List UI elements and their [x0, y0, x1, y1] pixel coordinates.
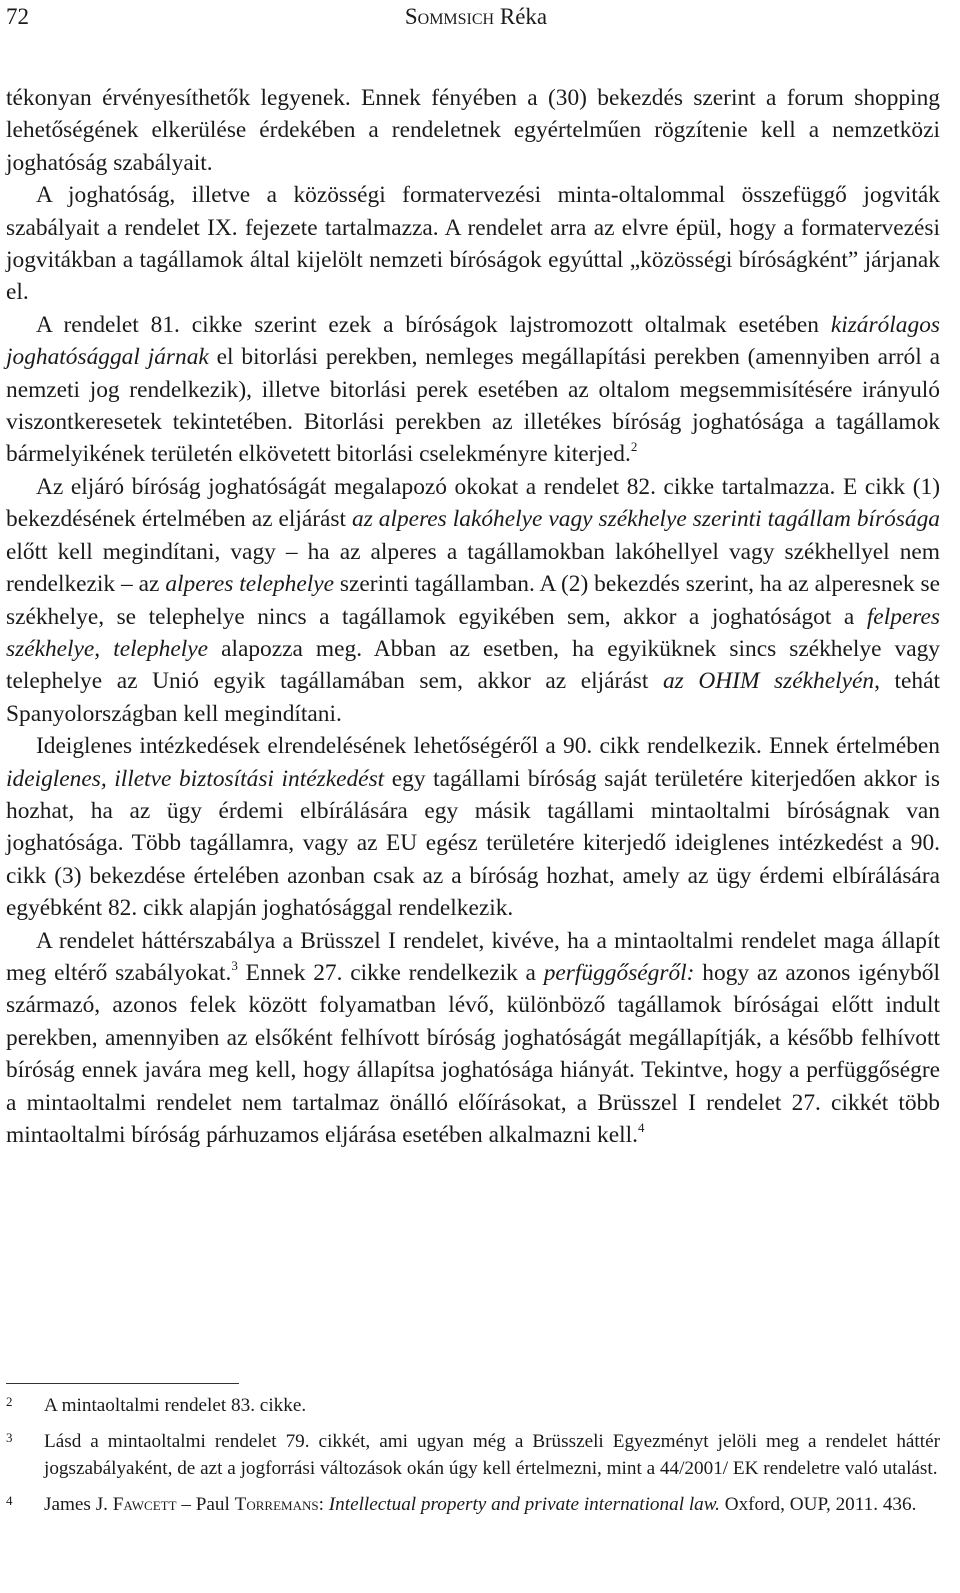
paragraph-6-italic: perfüggőségről:	[543, 959, 695, 986]
paragraph-5-italic: ideiglenes, illetve biztosítási intézkedést	[6, 765, 385, 792]
paragraph-4-italic-2: alperes telephelye	[165, 571, 335, 598]
footnote-author-1-surname: Fawcett	[112, 1493, 177, 1515]
running-head	[6, 2, 946, 32]
paragraph-4-text-e: , tehát Spanyolországban kell megindítani.	[6, 668, 941, 727]
paragraph-4-text-d: alapozza meg. Abban az esetben, ha egyiküknek sincs székhelye vagy telephelye az Unió egyik tagállamában sem, akkor az eljárást	[6, 635, 940, 695]
footnote-4	[6, 1491, 940, 1519]
footnote-number: 2	[6, 1394, 13, 1409]
paragraph-4-text-c: szerinti tagállamban. A (2) bekezdés szerint, ha az alperesnek se székhelye, se telephelye nincs a tagállamok egyikében sem, akkor a joghatóságot a	[6, 571, 940, 630]
paragraph-4-italic-1: az alperes lakóhelye vagy székhelye szerinti tagállam bírósága	[352, 506, 940, 533]
paragraph-1: tékonyan érvényesíthetők legyenek. Ennek fényében a (30) bekezdés szerint a forum shopping lehetőségének elkerülése érdekében a rendeletnek egyértelműen rögzítenie kell a nemzetközi joghatóság szabályait.	[6, 85, 940, 176]
paragraph-6-text-a: A rendelet háttérszabálya a Brüsszel I rendelet, kivéve, ha a mintaoltalmi rendelet maga állapít meg eltérő szabályokat.	[6, 927, 940, 986]
page-number: 72	[6, 4, 29, 29]
footnote-2	[6, 1392, 940, 1420]
author-given-name: Réka	[499, 4, 548, 29]
footnote-separator	[6, 1383, 239, 1384]
footnote-book-title: Intellectual property and private international law.	[328, 1493, 720, 1515]
paragraph-4-italic-3: felperes székhelye, telephelye	[6, 603, 940, 662]
footnote-ref-3[interactable]: 3	[231, 957, 238, 973]
footnote-number: 4	[6, 1492, 13, 1508]
footnote-ref-4[interactable]: 4	[637, 1120, 645, 1135]
paragraph-6-text-c: hogy az azonos igényből származó, azonos felek között folyamatban lévő, különböző tagállamok bíróságai előtt indult perekben, amennyiben az elsőként felhívott bíróság joghatóságát megállapítják, a később felhívott bíróság ennek javára meg kell, hogy állapítsa joghatósága hiányát. Tekintve, hogy a perfüggőségre a mintaoltalmi rendelet nem tartalmaz önálló előírásokat, a Brüsszel I rendelet 27. cikkét több mintaoltalmi bíróság párhuzamos eljárása esetében alkalmazni kell.	[6, 959, 940, 1148]
footnote-colon: :	[318, 1493, 329, 1515]
paragraph-4-text-a: Az eljáró bíróság joghatóságát megalapozó okokat a rendelet 82. cikke tartalmazza. E cikk (1) bekezdésének értelmében az eljárást	[6, 473, 940, 533]
footnote-3	[6, 1428, 940, 1483]
paragraph-4-italic-4: az OHIM székhelyén	[662, 668, 875, 695]
author-surname: Sommsich	[404, 4, 495, 29]
paragraph-6-text-b: Ennek 27. cikke rendelkezik a	[237, 959, 544, 986]
footnote-text: A mintaoltalmi rendelet 83. cikke.	[44, 1395, 307, 1416]
paragraph-3-italic: kizárólagos joghatósággal járnak	[6, 311, 940, 371]
paragraph-3-text-b: el bitorlási perekben, nemleges megállapítási perekben (amennyiben arról a nemzeti jog rendelkezik), illetve bitorlási perek esetében az oltalom megsemmisítésére irányuló viszontkeresetek tekintetében. Bitorlási perekben az illetékes bíróság joghatósága a tagállamok bármelyikének területén elkövetett bitorlási cselekményre kiterjed.	[6, 344, 940, 468]
paragraph-5	[6, 730, 940, 924]
paragraph-5-text-a: Ideiglenes intézkedések elrendelésének lehetőségéről a 90. cikk rendelkezik. Ennek értelmében	[36, 733, 940, 760]
paragraph-5-text-b: egy tagállami bíróság saját területére kiterjedően akkor is hozhat, ha az ügy érdemi elbírálására egy másik tagállami mintaoltalmi bíróságnak van joghatósága. Több tagállamra, vagy az EU egész területére kiterjedő ideiglenes intézkedést a 90. cikk (3) bekezdése értelében azonban csak az a bíróság hozhat, amely az ügy érdemi elbírálására egyébként 82. cikk alapján joghatósággal rendelkezik.	[6, 765, 940, 922]
paragraph-2: A joghatóság, illetve a közösségi formatervezési minta-oltalommal összefüggő jogviták szabályait a rendelet IX. fejezete tartalmazza. A rendelet arra az elvre épül, hogy a formatervezési jogvitákban a tagállamok által kijelölt nemzeti bíróságok egyúttal „közösségi bíróságként” járjanak el.	[6, 182, 940, 306]
footnote-ref-2[interactable]: 2	[630, 439, 638, 455]
footnote-publication: Oxford, OUP, 2011. 436.	[719, 1493, 917, 1515]
paragraph-3-text-a: A rendelet 81. cikke szerint ezek a bíróságok lajstromozott oltalmak esetében	[36, 311, 831, 338]
footnotes	[6, 1392, 940, 1526]
page-header	[6, 2, 946, 32]
paragraph-4	[6, 471, 940, 730]
footnote-author-2-surname: Torremans	[234, 1493, 319, 1515]
footnote-number: 3	[6, 1429, 13, 1445]
body-text	[6, 82, 940, 1151]
footnote-text: Lásd a mintaoltalmi rendelet 79. cikkét, ami ugyan még a Brüsszeli Egyezményt jelöli meg a rendelet háttér jogszabályaként, de azt a jogforrási változások okán úgy kell értelmezni, mint a 44/2001/ EK rendeletre való utalást.	[44, 1430, 940, 1479]
footnote-author-1: James J.	[44, 1493, 113, 1515]
paragraph-3	[6, 309, 940, 471]
paragraph-6	[6, 925, 940, 1152]
footnote-author-2: – Paul	[176, 1493, 235, 1515]
paragraph-4-text-b: előtt kell megindítani, vagy – ha az alperes a tagállamokban lakóhellyel vagy székhellyel nem rendelkezik – az	[6, 538, 940, 598]
